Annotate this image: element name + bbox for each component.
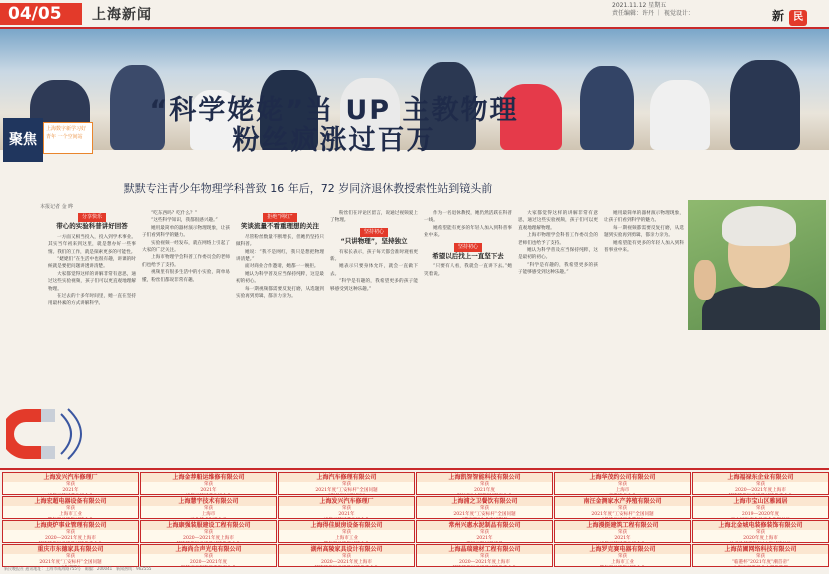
ad-box [692, 520, 829, 543]
ad-line: 荣获 [65, 554, 76, 559]
ad-section [0, 468, 829, 574]
ad-line: 上海市工业 [611, 560, 634, 565]
paragraph: 尽管粉丝数量不断增长，但她仍坚持只做科普。 [236, 234, 324, 248]
section-badge: 拒绝“网红” [263, 213, 296, 222]
ad-line [417, 542, 552, 543]
ad-box [554, 544, 691, 567]
side-label: 聚焦 [3, 118, 43, 162]
ad-box [554, 496, 691, 519]
paragraph: 大家都觉得这样的讲解非常有意思，通过这些实验视频，孩子们可以更直观地理解物理。 [518, 211, 598, 231]
paragraph: 视频里有很多生活中的小实验，简单易懂，粉丝们都说非常有趣。 [142, 270, 230, 283]
ad-line [693, 494, 828, 495]
paragraph: 她希望能有更多的年轻人加入到科普事业中来。 [604, 240, 684, 254]
ad-line: 荣获 [479, 506, 490, 511]
footer: 新民晚报社 通讯地址：上海市威海路755号 邮编：200041 新闻热线：962555 [4, 566, 152, 571]
ad-line: 荣获 [479, 530, 490, 535]
ad-box [278, 472, 415, 495]
ad-line: 荣获 [341, 530, 352, 535]
article-column-5 [424, 210, 512, 465]
paragraph: 面对商业合作邀请，她都一一婉拒。 [245, 264, 319, 270]
ad-line: 荣获 [203, 530, 214, 535]
header-divider [82, 3, 85, 25]
ad-title: 上海尚合声光电有限公司 [141, 545, 276, 554]
ad-line: 荣获 [341, 506, 352, 511]
ad-line: 2020—2021年度 [189, 560, 228, 565]
date-text: 2021.11.12 星期五 [612, 2, 667, 9]
paragraph: 一方面又相当投入，投入到学术事业。其实当年初来到这里，就是想办好一些事情。我们的工作，就是探索更多的可能性。 [48, 234, 136, 255]
ad-box [2, 472, 139, 495]
ad-line: 2020—2021年度上海市 [735, 488, 786, 493]
ad-box [416, 472, 553, 495]
ad-line: 2020—2021年度上海市 [321, 560, 372, 565]
paragraph: 作为一名退休教授，她仍然活跃在科普一线。 [424, 211, 512, 224]
ad-box [692, 472, 829, 495]
ad-box [692, 544, 829, 567]
section-heading: 带心的实验科普讲好回答 [56, 222, 128, 231]
ad-title: 南汪金测家水产养殖有限公司 [555, 497, 690, 506]
paragraph: 她用最简单的器材演示物理现象，让孩子们看到科学的魅力。 [142, 225, 230, 239]
paragraph: 她说：“我不是网红，我只是想把物理讲清楚。” [236, 249, 324, 263]
ad-line: 荣获 [617, 506, 628, 511]
ad-line: 2021年度“工安标杆”全国问题 [591, 512, 654, 517]
magnet-body [6, 409, 41, 459]
ad-title: 上海慧宇技术有限公司 [141, 497, 276, 506]
magnet-pole-top [41, 409, 55, 422]
ad-line: 上海市工业 [335, 536, 358, 541]
ad-title: 上海凯智智能科技有限公司 [417, 473, 552, 482]
ad-box [140, 520, 277, 543]
side-box: 上海数字新学习好青年 一个空间站 [43, 122, 93, 154]
paragraph: 她表示只要身体允许，就会一直做下去。 [330, 264, 418, 277]
article-column-4 [330, 210, 418, 465]
paragraph: “科学是有趣的，我希望更多的孩子能够感受到这种乐趣。” [518, 262, 598, 276]
ad-line: 荣获 [203, 482, 214, 487]
ad-line [279, 542, 414, 543]
ad-title: 上海汽车修理有限公司 [279, 473, 414, 482]
ad-line: 2021年度 [474, 488, 495, 493]
ad-box [278, 520, 415, 543]
ad-line [555, 518, 690, 519]
ad-title: 上海市宝山区雅园居 [693, 497, 828, 506]
ad-line: 荣获 [617, 530, 628, 535]
ad-line: 荣获 [617, 554, 628, 559]
ad-box [416, 496, 553, 519]
ad-line: 2021年 [476, 536, 493, 541]
ad-line [279, 494, 414, 495]
ad-title: 上海发兴汽车修理厂 [3, 473, 138, 482]
ad-title: 重庆市东德家具有限公司 [3, 545, 138, 554]
ad-line: 荣获 [65, 482, 76, 487]
ad-line: 荣获 [755, 482, 766, 487]
ad-line: “临港杯”2021年度“潮首帝” [731, 560, 790, 565]
ad-line: 2021年度“工安标杆”全国问题 [315, 488, 378, 493]
ad-line: 2021年 [338, 512, 355, 517]
ad-line [417, 518, 552, 519]
ad-box [2, 520, 139, 543]
ad-title: 上海得佳厨房设备有限公司 [279, 521, 414, 530]
ad-title: 上海北金城电装修装饰有限公司 [693, 521, 828, 530]
article-column-3 [236, 210, 324, 465]
ad-line [3, 518, 138, 519]
ad-title: 上海罗克赛电器有限公司 [555, 545, 690, 554]
article-column-7 [604, 210, 684, 465]
ad-line: 2021年度“工安标杆”全国问题 [453, 512, 516, 517]
ad-title: 湖州高陵家具设计有限公司 [279, 545, 414, 554]
paragraph: 大家都觉得这样的讲解非常有意思，通过这些实验视频，孩子们可以更直观地理解物理。 [48, 271, 136, 292]
portrait-hand [694, 260, 716, 300]
ad-line [693, 542, 828, 543]
ad-line [3, 494, 138, 495]
ad-line: 2020—2021年度上海市 [45, 536, 96, 541]
section-badge: 坚持初心 [360, 228, 388, 237]
ad-line: 2021年 [200, 488, 217, 493]
page-number: 04/05 [0, 3, 84, 25]
ad-line: 荣获 [755, 554, 766, 559]
paragraph: “科学是有趣的，我希望更多的孩子能够感受到这种乐趣。” [330, 279, 418, 292]
ad-line [279, 518, 414, 519]
paragraph: 实验视频一经发布，就在网络上引起了大家的广泛关注。 [142, 240, 230, 254]
ad-line: 荣获 [479, 482, 490, 487]
ad-line [693, 518, 828, 519]
ad-box [416, 544, 553, 567]
ad-title: 常州兴惠水泥制品有限公司 [417, 521, 552, 530]
ad-box [2, 496, 139, 519]
paragraph: 上海市物理学会科普工作委员会的老师们也给予了支持。 [518, 233, 598, 246]
paragraph: 粉丝们在评论区留言，说通过视频爱上了物理。 [330, 211, 418, 224]
ad-line: 荣获 [65, 530, 76, 535]
article-column-2 [142, 210, 230, 465]
ad-line: 2020—2021年度上海市 [459, 560, 510, 565]
section-heading: “只讲物理”，坚持独立 [340, 237, 408, 246]
ad-title: 上海漫挺建筑工程有限公司 [555, 521, 690, 530]
ad-title: 上海发兴汽车修理厂 [279, 497, 414, 506]
professor-portrait [688, 200, 826, 330]
subheadline: 默默专注青少年物理学科普致 16 年后，72 岁同济退休教授索性站到镜头前 [123, 182, 493, 195]
headline [134, 96, 534, 156]
photo-figure [730, 60, 800, 150]
editor-text: 责任编辑：许丹 ｜ 视觉设计： [612, 10, 694, 17]
ad-line: 荣获 [341, 554, 352, 559]
ad-box [140, 472, 277, 495]
ad-box [554, 520, 691, 543]
ad-box [554, 472, 691, 495]
ad-line: 荣获 [755, 530, 766, 535]
article-column-1 [48, 210, 136, 405]
ad-title: 上海金荐船运维修有限公司 [141, 473, 276, 482]
ad-line: 荣获 [755, 506, 766, 511]
ad-title: 上海福禄东企业有限公司 [693, 473, 828, 482]
ad-box [140, 496, 277, 519]
ad-line [555, 542, 690, 543]
portrait-hair [722, 206, 796, 246]
section-heading: 希望以后找上一直坚下去 [432, 252, 504, 261]
ad-line [417, 494, 552, 495]
newspaper-logo [772, 5, 827, 23]
paragraph: “这些科学知识，我都很感兴趣。” [151, 218, 218, 224]
headline-line-1: “科学姥姥”当 UP 主教物理 [149, 95, 519, 126]
paragraph: 她认为科学普及应当保持纯粹，这是最初的初心。 [518, 248, 598, 261]
ad-box [278, 496, 415, 519]
paragraph: 她用最简单的器材演示物理现象，让孩子们看到科学的魅力。 [604, 211, 684, 224]
ad-title: 上海浦之卫餐饮有限公司 [417, 497, 552, 506]
ad-line [141, 542, 276, 543]
ad-line: 荣获 [203, 506, 214, 511]
ad-title: 上海苗圃网络科技有限公司 [693, 545, 828, 554]
ad-title: 上海晶瑞建材工程有限公司 [417, 545, 552, 554]
logo-mark: 民 [789, 10, 807, 26]
ad-line [3, 542, 138, 543]
paragraph: “吃东西吗？吃什么？” [151, 211, 198, 216]
ad-line: 2021年度“工安标杆”全国问题 [39, 560, 102, 565]
paragraph: “只要有人看，我就会一直讲下去。”她笑着说。 [424, 264, 512, 277]
ad-line: 荣获 [341, 482, 352, 487]
ad-title: 上海康强装服建设工程有限公司 [141, 521, 276, 530]
ad-line: 2021年 [614, 536, 631, 541]
photo-figure [650, 80, 710, 150]
ad-box [416, 520, 553, 543]
ad-line: 荣获 [203, 554, 214, 559]
ad-line: 2019—2020年度 [741, 512, 780, 517]
ad-line: 荣获 [479, 554, 490, 559]
byline: 本报记者 金 晔 [40, 204, 74, 210]
article-column-6 [518, 210, 598, 465]
section-title: 上海新闻 [92, 7, 152, 23]
paragraph: 她希望能有更多的年轻人加入到科普事业中来。 [424, 225, 512, 239]
ad-line: 2020年度上海市 [743, 536, 778, 541]
photo-figure [580, 66, 634, 150]
ad-line: 2021年 [62, 488, 79, 493]
paragraph: 她认为科学普及应当保持纯粹，这是最初的初心。 [236, 271, 324, 285]
ad-line: 荣获 [617, 482, 628, 487]
section-badge: 坚持初心 [454, 243, 482, 252]
ad-line [141, 494, 276, 495]
logo-text: 新 [772, 9, 785, 23]
paragraph: 每一期视频都需要反复打磨，从选题到实验再到剪辑，都亲力亲为。 [604, 225, 684, 239]
paragraph: 每一期视频都需要反复打磨，从选题到实验再到剪辑，都亲力亲为。 [236, 286, 324, 300]
ad-title: 上海庚炉事业管理有限公司 [3, 521, 138, 530]
page-header [0, 0, 829, 27]
paragraph: “姥姥们”在生活中也很有趣，讲课的时候就是要把问题讲透讲清楚。 [48, 257, 136, 270]
field-line [61, 414, 71, 454]
ad-line [555, 494, 690, 495]
portrait-body [702, 286, 820, 330]
magnet-illustration [6, 404, 106, 464]
ad-line: 上海市 [615, 488, 630, 493]
magnet-pole-bottom [41, 446, 55, 459]
ad-title: 上海宏超电器设备有限公司 [3, 497, 138, 506]
paragraph: 上海市物理学会科普工作委员会的老师们也给予了支持。 [142, 255, 230, 268]
ad-box [140, 544, 277, 567]
headline-line-2: 粉丝疯涨过百万 [232, 125, 436, 156]
section-heading: 笑谈流量不看重理想的关注 [241, 222, 319, 231]
ad-box [278, 544, 415, 567]
ad-box [2, 544, 139, 567]
ad-title: 上海华茂约公司有限公司 [555, 473, 690, 482]
ad-box [692, 496, 829, 519]
date-line [612, 2, 694, 18]
ad-line [141, 518, 276, 519]
paragraph: 在过去的十多年时间里，她一直在坚持用最朴素的方式讲解科学。 [48, 294, 136, 307]
ad-line: 上海市工业 [59, 512, 82, 517]
ad-line: 2020—2021年度上海市 [183, 536, 234, 541]
section-badge: 分享快乐 [78, 213, 106, 222]
ad-line: 上海市 [201, 512, 216, 517]
paragraph: 有家长表示，孩子每天都会准时观看更新。 [330, 249, 418, 263]
ad-line: 荣获 [65, 506, 76, 511]
